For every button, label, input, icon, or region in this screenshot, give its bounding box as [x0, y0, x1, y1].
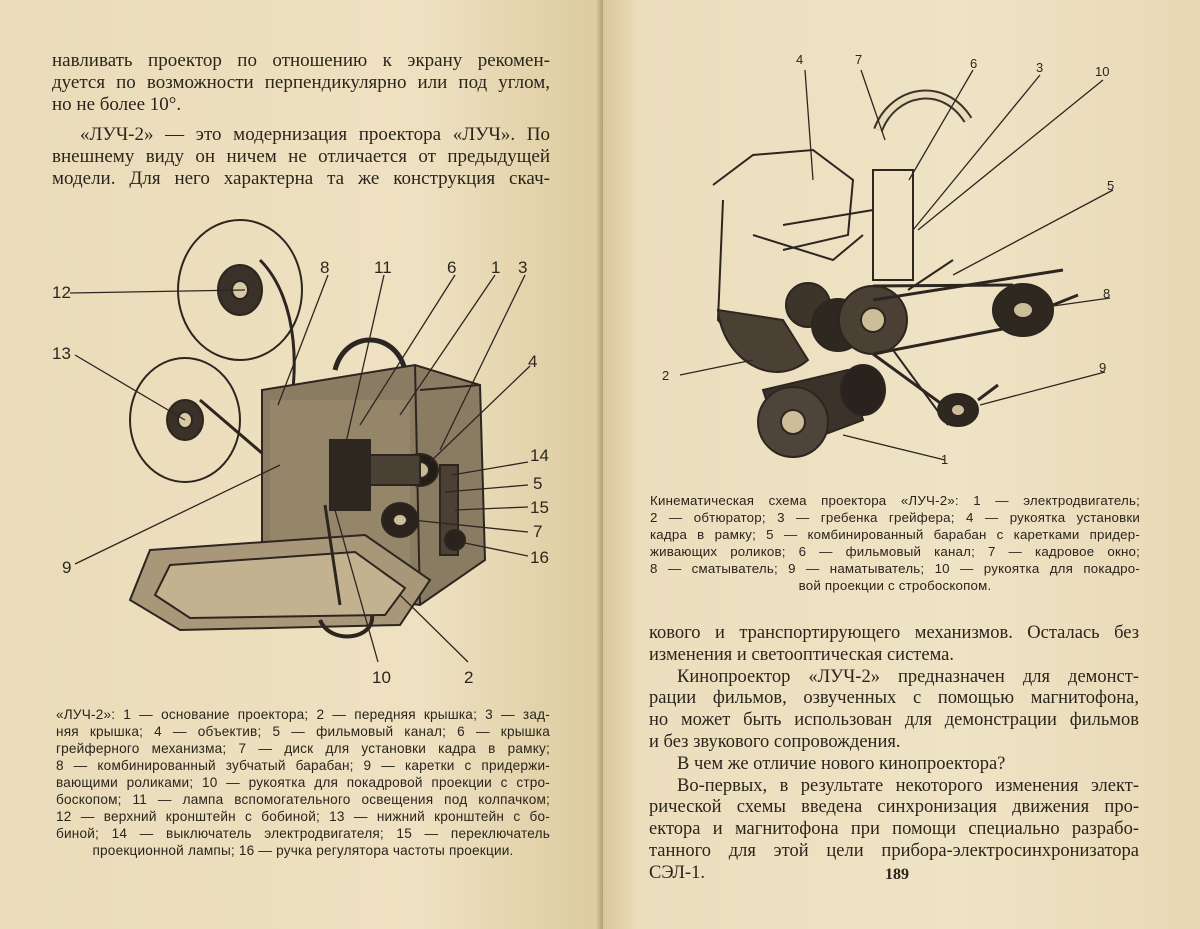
caption-line: «ЛУЧ-2»: 1 — основание проектора; 2 — передняя крышка; 3 — зад- [56, 707, 550, 722]
text-line: СЭЛ-1. [649, 862, 705, 883]
figure-label: 3 [518, 258, 528, 277]
figure-label: 7 [533, 522, 543, 541]
caption-line: проекционной лампы; 16 — ручка регулятора частоты проекции. [92, 843, 514, 858]
text-line: рации фильмов, озвученных с помощью магнитофона, [649, 688, 1139, 709]
figure-label: 9 [1099, 360, 1107, 375]
right-figure-caption [650, 492, 1140, 594]
figure-label: 11 [374, 258, 392, 277]
figure-label: 6 [447, 258, 457, 277]
text-line: В чем же отличие нового кинопроектора? [677, 753, 1006, 774]
figure-label: 4 [796, 52, 804, 67]
text-line: но может быть использован для демонстрации фильмов [649, 710, 1139, 731]
figure-label: 4 [528, 352, 538, 371]
figure-label: 10 [1095, 64, 1110, 79]
text-line: модели. Для него характерна та же конструкция скач- [52, 168, 550, 189]
figure-label: 8 [320, 258, 330, 277]
caption-line: 8 — комбинированный зубчатый барабан; 9 — каретки с придержи- [56, 758, 550, 773]
text-line: навливать проектор по отношению к экрану рекомен- [52, 50, 550, 71]
figure-label: 2 [662, 368, 670, 383]
figure-label: 7 [855, 52, 863, 67]
text-line: «ЛУЧ-2» — это модернизация проектора «ЛУЧ». По [80, 124, 550, 145]
caption-line: вающими роликами; 10 — рукоятка для покадровой проекции с стро- [56, 775, 550, 790]
text-line: и без звукового сопровождения. [649, 731, 901, 752]
figure-label: 2 [464, 668, 474, 687]
right-body-text [649, 623, 1139, 885]
text-line: Во-первых, в результате некоторого изменения элект- [677, 775, 1139, 796]
text-line: внешнему виду он ничем не отличается от предыдущей [52, 146, 550, 167]
text-line: дуется по возможности перпендикулярно или под углом, [52, 72, 550, 93]
page-number: 189 [885, 866, 909, 883]
figure-label: 12 [52, 283, 71, 302]
caption-line: вой проекции с стробоскопом. [798, 578, 992, 593]
caption-line: кадра в рамку; 5 — комбинированный барабан с каретками придер- [650, 527, 1140, 542]
text-line: Кинопроектор «ЛУЧ-2» предназначен для демонст- [677, 666, 1139, 687]
text-line: изменения и светооптическая система. [649, 644, 954, 665]
caption-line: грейферного механизма; 7 — диск для установки кадра в рамку; [56, 741, 550, 756]
right-page [603, 0, 1200, 929]
figure-label: 5 [1107, 178, 1115, 193]
caption-line: боскопом; 11 — лампа вспомогательного освещения под колпачком; [56, 792, 550, 807]
figure-label: 10 [372, 668, 391, 687]
left-paragraph-1 [52, 50, 550, 116]
figure-label: 5 [533, 474, 543, 493]
projector-illustration [0, 200, 600, 640]
figure-label: 13 [52, 344, 71, 363]
text-line: но не более 10°. [52, 94, 182, 115]
text-line: рической схемы введена синхронизация движения про- [649, 797, 1139, 818]
figure-label: 3 [1036, 60, 1044, 75]
left-figure-caption [56, 706, 550, 859]
figure-label: 6 [970, 56, 978, 71]
caption-line: няя крышка; 4 — объектив; 5 — фильмовый канал; 6 — крышка [56, 724, 550, 739]
text-line: кового и транспортирующего механизмов. Осталась без [649, 623, 1139, 643]
caption-line: живающих роликов; 6 — фильмовый канал; 7 — кадровое окно; [650, 544, 1140, 559]
figure-label: 16 [530, 548, 549, 567]
text-line: танного для этой цели прибора-электросинхронизатора [649, 840, 1139, 861]
caption-line: биной; 14 — выключатель электродвигателя; 15 — переключатель [56, 826, 550, 841]
caption-line: 12 — верхний кронштейн с бобиной; 13 — нижний кронштейн с бо- [56, 809, 550, 824]
left-paragraph-2 [52, 124, 550, 190]
figure-label: 1 [941, 452, 949, 467]
kinematic-scheme-illustration [623, 60, 1183, 480]
caption-line: 8 — сматыватель; 9 — наматыватель; 10 — рукоятка для покадро- [650, 561, 1140, 576]
text-line: ектора и магнитофона при помощи специально разрабо- [649, 819, 1139, 840]
caption-line: 2 — обтюратор; 3 — гребенка грейфера; 4 — рукоятка установки [650, 510, 1140, 525]
figure-label: 15 [530, 498, 549, 517]
figure-label: 1 [491, 258, 501, 277]
figure-label: 14 [530, 446, 549, 465]
caption-line: Кинематическая схема проектора «ЛУЧ-2»: 1 — электродвигатель; [650, 493, 1140, 508]
figure-label: 8 [1103, 286, 1111, 301]
figure-label: 9 [62, 558, 72, 577]
